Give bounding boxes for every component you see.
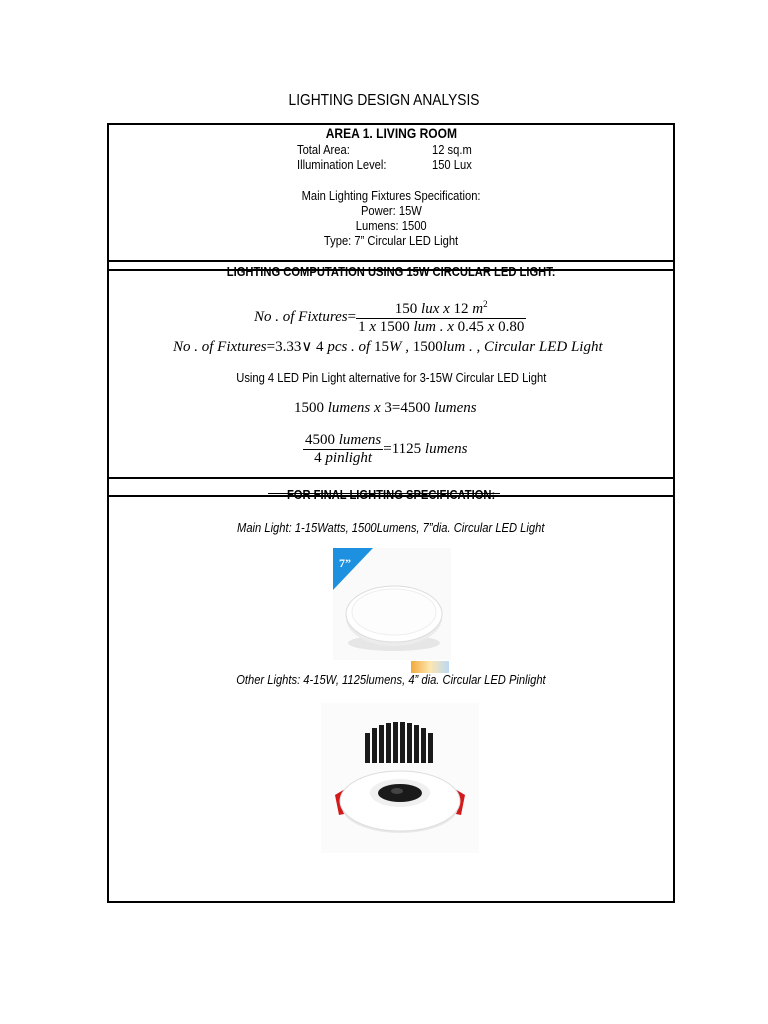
size-badge: 7”	[339, 556, 351, 570]
circular-led-panel-image	[333, 548, 451, 660]
computation-heading: LIGHTING COMPUTATION USING 15W CIRCULAR LED LIGHT:	[226, 264, 556, 279]
alternative-note: Using 4 LED Pin Light alternative for 3-15W Circular LED Light	[235, 370, 547, 385]
spec-lumens: Lumens: 1500	[355, 218, 427, 233]
equation-total-lumens: 1500 lumens x 3=4500 lumens	[294, 400, 477, 416]
equation-per-pinlight: $\frac{\text{4500 lumens}}{\text{4 pinlight}}$ =1125 lumens	[305, 432, 468, 466]
illumination-value: 150 Lux	[432, 157, 472, 172]
main-light-note: Main Light: 1-15Watts, 1500Lumens, 7”dia. Circular LED Light	[237, 520, 545, 535]
analysis-table	[107, 123, 675, 903]
led-pinlight-image	[321, 703, 479, 853]
illumination-label: Illumination Level:	[297, 157, 387, 172]
other-lights-note: Other Lights: 4-15W, 1125lumens, 4” dia. Circular LED Pinlight	[236, 672, 546, 687]
total-area-label: Total Area:	[297, 142, 350, 157]
section-divider	[109, 260, 673, 262]
final-spec-heading: FOR FINAL LIGHTING SPECIFICATION:	[286, 487, 496, 502]
document-title: LIGHTING DESIGN ANALYSIS	[288, 92, 480, 109]
spec-type: Type: 7” Circular LED Light	[323, 233, 459, 248]
final-spec-heading-strike	[268, 493, 500, 494]
total-area-value: 12 sq.m	[432, 142, 472, 157]
spec-power: Power: 15W	[360, 203, 422, 218]
spec-heading: Main Lighting Fixtures Specification:	[301, 188, 481, 203]
computation-heading-strike	[216, 270, 552, 271]
area-title: AREA 1. LIVING ROOM	[325, 125, 457, 141]
section-divider	[109, 477, 673, 479]
equation-fixtures-result: No . of Fixtures=3.33∨ 4 pcs . of 15W , 1500lum . , Circular LED Light	[173, 339, 603, 355]
equation-fixtures: No . of Fixtures= $\frac{150 lux x 12 m^2}{\text{1 x 1500 lum . x 0.45 x 0.80}}$	[254, 299, 525, 335]
